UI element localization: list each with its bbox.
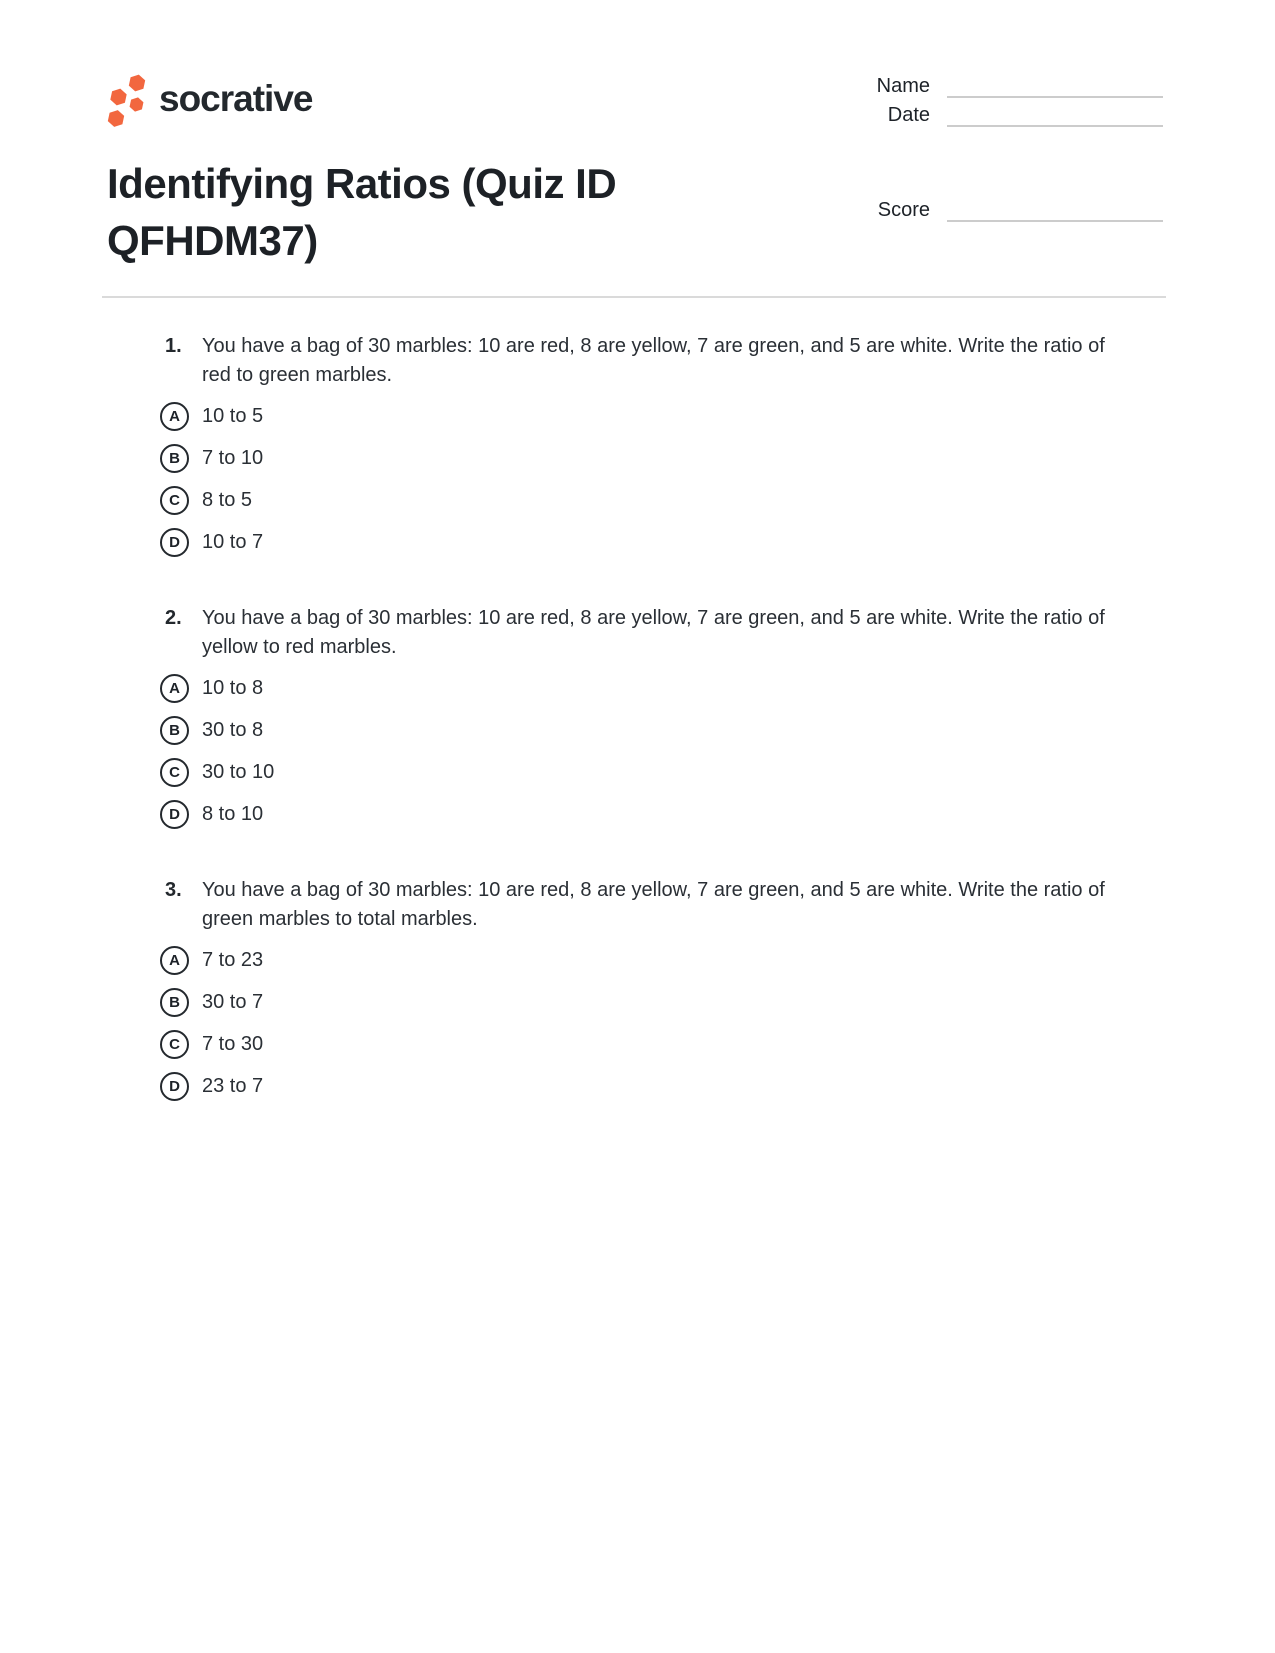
option-text: 30 to 8 xyxy=(202,719,264,741)
socrative-logo xyxy=(100,70,313,128)
option-bubble xyxy=(160,758,189,787)
option-list xyxy=(160,946,1150,1101)
date-field xyxy=(888,103,1163,127)
answer-option xyxy=(160,946,1150,975)
option-bubble xyxy=(160,716,189,745)
option-list xyxy=(160,674,1150,829)
answer-option xyxy=(160,402,1150,431)
answer-option xyxy=(160,1072,1150,1101)
option-bubble xyxy=(160,800,189,829)
option-text: 10 to 8 xyxy=(202,677,264,699)
answer-option xyxy=(160,444,1150,473)
option-text: 10 to 7 xyxy=(202,531,264,553)
question xyxy=(160,604,1150,829)
option-bubble xyxy=(160,946,189,975)
answer-option xyxy=(160,758,1150,787)
option-text: 8 to 10 xyxy=(202,803,264,825)
option-text: 30 to 7 xyxy=(202,991,264,1013)
question-number: 3. xyxy=(165,879,182,901)
option-bubble xyxy=(160,528,189,557)
question-number: 2. xyxy=(165,607,182,629)
option-letter: A xyxy=(169,680,180,697)
option-bubble xyxy=(160,1030,189,1059)
option-text: 30 to 10 xyxy=(202,761,275,783)
name-blank-line xyxy=(947,75,1163,98)
header-divider xyxy=(102,296,1166,298)
option-bubble xyxy=(160,1072,189,1101)
socrative-hexagons-icon xyxy=(100,70,146,128)
answer-option xyxy=(160,528,1150,557)
option-letter: D xyxy=(169,534,180,551)
question-text: You have a bag of 30 marbles: 10 are red, 8 are yellow, 7 are green, and 5 are white. Write the ratio of yellow to red marbles. xyxy=(202,607,1105,658)
option-bubble xyxy=(160,402,189,431)
option-bubble xyxy=(160,444,189,473)
question-head xyxy=(160,604,1150,662)
question-number: 1. xyxy=(165,335,182,357)
option-letter: A xyxy=(169,952,180,969)
option-letter: A xyxy=(169,408,180,425)
question-text: You have a bag of 30 marbles: 10 are red, 8 are yellow, 7 are green, and 5 are white. Write the ratio of red to green marbles. xyxy=(202,335,1105,386)
option-letter: B xyxy=(169,722,180,739)
option-text: 7 to 10 xyxy=(202,447,264,469)
answer-option xyxy=(160,716,1150,745)
name-field xyxy=(877,74,1163,98)
option-letter: C xyxy=(169,492,180,509)
name-label: Name xyxy=(876,75,930,97)
option-text: 7 to 30 xyxy=(202,1033,264,1055)
option-text: 8 to 5 xyxy=(202,489,253,511)
score-label: Score xyxy=(877,199,930,221)
question xyxy=(160,876,1150,1101)
option-letter: D xyxy=(169,1078,180,1095)
answer-option xyxy=(160,800,1150,829)
option-bubble xyxy=(160,486,189,515)
logo-wordmark: socrative xyxy=(159,78,313,119)
option-text: 10 to 5 xyxy=(202,405,264,427)
option-bubble xyxy=(160,988,189,1017)
date-blank-line xyxy=(947,104,1163,127)
question-list xyxy=(160,332,1150,1148)
date-label: Date xyxy=(887,104,930,126)
answer-option xyxy=(160,988,1150,1017)
option-text: 23 to 7 xyxy=(202,1075,264,1097)
question-text: You have a bag of 30 marbles: 10 are red, 8 are yellow, 7 are green, and 5 are white. Write the ratio of green marbles to total marbles. xyxy=(202,879,1105,930)
score-field xyxy=(878,198,1163,222)
question-head xyxy=(160,332,1150,390)
option-bubble xyxy=(160,674,189,703)
option-letter: D xyxy=(169,806,180,823)
option-letter: C xyxy=(169,1036,180,1053)
option-list xyxy=(160,402,1150,557)
answer-option xyxy=(160,674,1150,703)
answer-option xyxy=(160,486,1150,515)
option-text: 7 to 23 xyxy=(202,949,264,971)
question xyxy=(160,332,1150,557)
option-letter: B xyxy=(169,450,180,467)
option-letter: C xyxy=(169,764,180,781)
option-letter: B xyxy=(169,994,180,1011)
question-head xyxy=(160,876,1150,934)
page-title: Identifying Ratios (Quiz ID QFHDM37) xyxy=(107,160,617,264)
answer-option xyxy=(160,1030,1150,1059)
score-blank-line xyxy=(947,199,1163,222)
